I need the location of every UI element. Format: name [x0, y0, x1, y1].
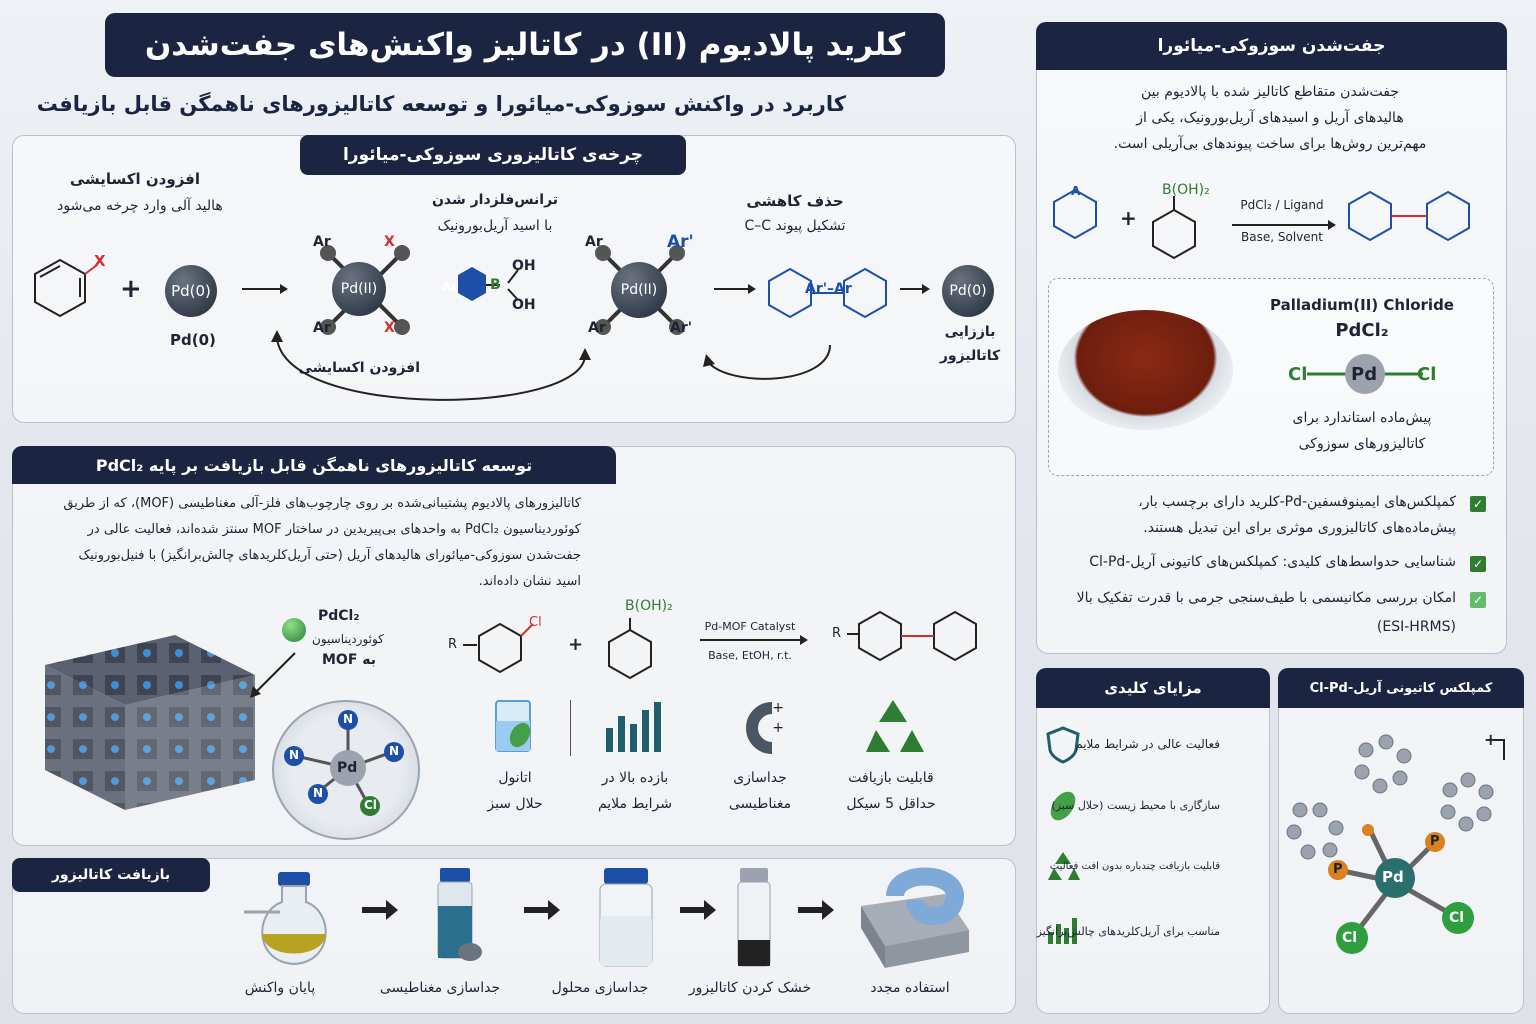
page-title: کلرید پالادیوم (II) در کاتالیز واکنش‌های جفت‌شدن: [144, 27, 906, 63]
recycle-icon: [862, 696, 924, 756]
pd0-regen-label: Pd(0): [949, 283, 987, 299]
suzuki-a-label: A: [1071, 184, 1081, 198]
redel-heading: حذف کاهشی: [746, 192, 844, 210]
plus-sign: +: [120, 274, 142, 304]
arp-label-h: Ar': [670, 320, 693, 336]
magnet-icon: [732, 698, 796, 756]
pd2-sphere-1: [332, 262, 386, 316]
pdcl2-name: Palladium(II) Chloride: [1270, 296, 1454, 314]
advantages-title: مزایای کلیدی: [1104, 679, 1202, 697]
node-n-4: N: [313, 786, 324, 800]
mof-reaction-scheme: [445, 600, 990, 680]
advantages-title-bar: [1036, 668, 1270, 708]
x-label-d: X: [384, 320, 395, 336]
mof-desc-4: اسید نشان داده‌اند.: [478, 574, 581, 589]
suzuki-plus: +: [1120, 206, 1137, 230]
arrow-2: [712, 282, 762, 296]
svg-text:+: +: [772, 700, 784, 716]
mof-plus: +: [568, 634, 584, 655]
main-title-bar: [105, 13, 945, 77]
mof-framework-cube: [35, 605, 265, 815]
complex-pd: Pd: [1382, 868, 1404, 886]
x-label-b: X: [384, 234, 395, 250]
arrow-1: [240, 282, 290, 296]
complex-p-right: P: [1430, 834, 1440, 849]
mof-boronic: B(OH)₂: [625, 598, 673, 614]
check-text-4: امکان بررسی مکانیسمی با طیف‌سنجی جرمی با قدرت تفکیک بالا: [1076, 590, 1456, 606]
mof-cl-label: Cl: [529, 615, 542, 630]
check-text-2: پیش‌ماده‌های کاتالیزوری موثری برای این تبدیل هستند.: [1143, 520, 1456, 536]
magnet-reuse-icon: [855, 866, 975, 976]
recovery-step-5: استفاده مجدد: [870, 980, 950, 996]
svg-text:+: +: [772, 720, 784, 736]
advantage-2: سازگاری با محیط زیست (حلال سبز): [1051, 799, 1220, 812]
mof-callout-2: کوئوردیناسیون: [312, 632, 384, 646]
cycle-curve-arrow-left: [265, 320, 595, 415]
cycle-title-bar: [300, 135, 686, 175]
vial-dried-icon: [730, 866, 780, 976]
advantage-3: قابلیت بازیافت چندباره بدون افت فعالیت: [1049, 861, 1220, 872]
cationic-complex-structure: [1280, 720, 1520, 960]
feature-1-line2: حلال سبز: [487, 796, 543, 812]
check-icon-2: ✓: [1470, 556, 1486, 572]
recovery-step-4: خشک کردن کاتالیزور: [688, 980, 812, 996]
pdcl2-green-sphere: [282, 618, 306, 642]
feature-divider: [570, 700, 571, 756]
pd2-label-1: Pd(II): [340, 281, 378, 297]
pd0-label: Pd(0): [171, 282, 211, 300]
check-text-3: شناسایی حدواسط‌های کلیدی: کمپلکس‌های کاتیونی آریل-Cl-Pd: [1089, 554, 1456, 570]
cycle-title: چرخه‌ی کاتالیزوری سوزوکی-میائورا: [342, 145, 644, 165]
recovery-title-bar: [12, 858, 210, 892]
transmet-desc: با اسید آریل‌بورونیک: [437, 218, 553, 234]
regen-caption-2: کاتالیزور: [939, 348, 1001, 364]
b-label: B: [490, 277, 501, 293]
feature-4-line1: قابلیت بازیافت: [848, 770, 934, 786]
feature-2-line1: بازده بالا در: [601, 770, 669, 786]
recovery-title: بازیافت کاتالیزور: [51, 867, 171, 883]
suzuki-desc-1: جفت‌شدن متقاطع کاتالیز شده با پالادیوم بین: [1140, 84, 1400, 100]
pd2-sphere-2: [611, 262, 667, 318]
page-subtitle: کاربرد در واکنش سوزوکی-میائورا و توسعه کاتالیزورهای ناهمگن قابل بازیافت: [36, 92, 846, 116]
advantage-4: مناسب برای آریل‌کلریدهای چالش‌برانگیز: [1036, 925, 1220, 938]
mof-callout-1: PdCl₂: [318, 608, 360, 624]
arrow-step-3: [680, 900, 720, 920]
pdcl2-cl-left: Cl: [1288, 364, 1308, 385]
callout-arrow: [245, 648, 305, 703]
oh-label-1: OH: [512, 258, 536, 274]
oxadd-heading: افزودن اکسایشی: [69, 170, 200, 188]
oxadd-bottom-label: افزودن اکسایشی: [298, 360, 420, 376]
advantage-1: فعالیت عالی در شرایط ملایم: [1075, 737, 1220, 751]
ar-label-a: Ar: [313, 234, 331, 250]
node-n-1: N: [343, 712, 354, 726]
recovery-step-3: جداسازی محلول: [551, 980, 649, 996]
suzuki-reagent-top: PdCl₂ / Ligand: [1240, 198, 1324, 212]
pdcl2-desc-2: کاتالیزورهای سوزوکی: [1298, 436, 1426, 452]
feature-3-line2: مغناطیسی: [728, 796, 792, 812]
mof-desc-1: کاتالیزورهای پالادیوم پشتیبانی‌شده بر روی چارچوب‌های فلز-آلی مغناطیسی (MOF)، که از طریق: [63, 496, 581, 511]
arp-label-f: Ar': [667, 232, 694, 252]
check-icon-1: ✓: [1470, 496, 1486, 512]
feature-2-line2: شرایط ملایم: [597, 796, 673, 812]
bar-chart-icon: [602, 698, 662, 754]
transmet-heading: ترانس‌فلزدار شدن: [431, 192, 559, 208]
ar-label-c: Ar: [313, 320, 331, 336]
arrow-step-1: [362, 900, 402, 920]
mof-title-bar: [12, 446, 616, 484]
complex-p-left: P: [1333, 862, 1343, 877]
ar-label-e: Ar: [585, 234, 603, 250]
complex-title-bar: [1278, 668, 1524, 708]
recovery-step-2: جداسازی مغناطیسی: [379, 980, 501, 996]
pdcl2-formula: PdCl₂: [1335, 320, 1389, 341]
mof-desc-3: جفت‌شدن سوزوکی-میائورای هالیدهای آریل (حتی آریل‌کلریدهای چالش‌برانگیز) با فنیل‌بورونیک: [78, 548, 581, 563]
complex-title: کمپلکس کاتیونی آریل-Cl-Pd: [1309, 680, 1493, 696]
check-text-1: کمپلکس‌های ایمینوفسفین-Pd-کلرید دارای برچسب بار،: [1138, 494, 1456, 510]
suzuki-desc-3: مهم‌ترین روش‌ها برای ساخت پیوندهای بی‌آریلی است.: [1113, 136, 1427, 152]
arrow-step-4: [798, 900, 838, 920]
feature-1-line1: اتانول: [498, 770, 532, 786]
check-icon-3: ✓: [1470, 592, 1486, 608]
flask-icon: [240, 868, 350, 968]
node-n-3: N: [389, 744, 400, 758]
mof-reagent-bottom: Base, EtOH, r.t.: [708, 649, 792, 662]
vial-magnet-icon: [430, 866, 490, 976]
arrow-3: [898, 282, 934, 296]
mof-r-label: R: [448, 637, 458, 652]
suzuki-desc-2: هالیدهای آریل و اسیدهای آریل‌بورونیک، یکی از: [1136, 110, 1404, 126]
x-label: X: [94, 252, 106, 270]
suzuki-reagent-bottom: Base, Solvent: [1241, 230, 1323, 244]
mof-reagent-top: Pd-MOF Catalyst: [704, 620, 796, 633]
pd0-sphere: [165, 265, 217, 317]
pd2-label-2: Pd(II): [620, 282, 658, 298]
complex-cl-left: Cl: [1342, 930, 1358, 946]
cycle-curve-arrow-right: [700, 340, 840, 390]
advantages-panel: [1036, 668, 1270, 1014]
vial-clear-icon: [596, 866, 656, 976]
recovery-step-1: پایان واکنش: [244, 980, 316, 996]
mof-product-r: R: [832, 626, 842, 641]
mof-callout-3: به MOF: [322, 652, 377, 668]
suzuki-scheme: [1050, 180, 1490, 260]
mof-title: توسعه کاتالیزورهای ناهمگن قابل بازیافت بر پایه PdCl₂: [95, 455, 533, 475]
node-pd: Pd: [337, 760, 358, 776]
redel-desc: تشکیل پیوند C–C: [744, 218, 846, 234]
feature-4-line2: حداقل 5 سیکل: [846, 796, 936, 812]
node-cl: Cl: [364, 798, 377, 812]
node-n-2: N: [289, 748, 300, 762]
pdcl2-pd: Pd: [1351, 364, 1378, 385]
beaker-leaf-icon: [490, 695, 540, 755]
oh-label-2: OH: [512, 297, 536, 313]
arrow-step-2: [524, 900, 564, 920]
feature-3-line1: جداسازی: [733, 770, 787, 786]
regen-caption-1: باززایی: [944, 324, 996, 340]
suzuki-title: جفت‌شدن سوزوکی-میائورا: [1157, 36, 1386, 56]
ar-blue-label: Ar: [442, 280, 458, 294]
complex-charge: +: [1484, 730, 1498, 749]
pd0-caption: Pd(0): [170, 331, 216, 349]
mof-desc-2: کوئوردیناسیون PdCl₂ به واحدهای بی‌پیریدین در ساختار MOF سنتز شده‌اند، فعالیت عالی در: [87, 522, 581, 537]
pdcl2-cl-right: Cl: [1417, 364, 1437, 385]
suzuki-title-bar: [1036, 22, 1507, 70]
oxadd-desc: هالید آلی وارد چرخه می‌شود: [57, 198, 223, 214]
biaryl-label: Ar'–Ar: [805, 281, 852, 297]
pdcl2-powder-dish: [1058, 310, 1233, 430]
complex-cl-right: Cl: [1449, 910, 1465, 926]
pdcl2-desc-1: پیش‌ماده استاندارد برای: [1292, 410, 1432, 426]
pd0-regen-sphere: [942, 265, 994, 317]
suzuki-boronic: B(OH)₂: [1162, 182, 1210, 198]
check-text-5: (ESI-HRMS): [1376, 619, 1456, 635]
ar-label-g: Ar: [588, 320, 606, 336]
